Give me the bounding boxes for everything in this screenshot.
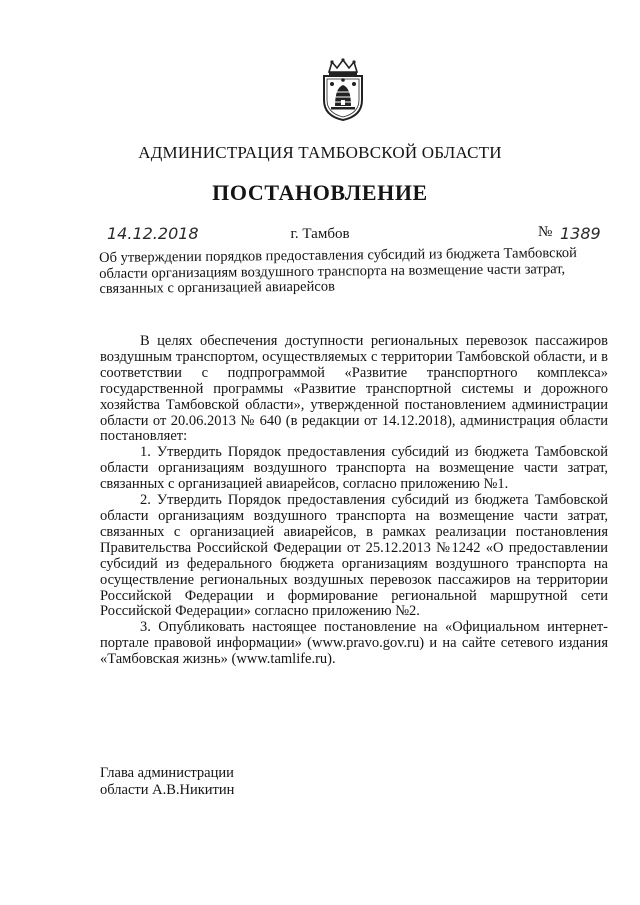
document-body bbox=[100, 334, 608, 668]
organization-title: АДМИНИСТРАЦИЯ ТАМБОВСКОЙ ОБЛАСТИ bbox=[138, 143, 502, 162]
body-intro-paragraph: В целях обеспечения доступности региональных перевозок пассажиров воздушным транспортом, осуществляемых с территории Тамбовской области, и в соответствии с подпрограммой «Развитие транспортного комплекса» государственной программы «Развитие транспортной системы и дорожного хозяйства Тамбовской области», утвержденной постановлением администрации области от 20.06.2013 № 640 (в редакции от 14.12.2018), администрация области постановляет: bbox=[100, 333, 608, 445]
signature-block bbox=[100, 765, 234, 799]
document-date: 14.12.2018 bbox=[107, 224, 199, 243]
body-item-2: 2. Утвердить Порядок предоставления субсидий из бюджета Тамбовской области организациям воздушного транспорта на возмещение части затрат, связанных с организацией авиарейсов, в рамках реализации постановления Правительства Российской Федерации от 25.12.2013 №1242 «О предоставлении субсидий из федерального бюджета организациям воздушного транспорта на осуществление региональных воздушных перевозок пассажиров на территории Российской Федерации и формирование региональной маршрутной сети Российской Федерации» согласно приложению №2. bbox=[100, 492, 608, 620]
signature-position: Глава администрации bbox=[100, 765, 234, 781]
body-item-3: 3. Опубликовать настоящее постановление на «Официальном интернет-портале правовой информации» (www.pravo.gov.ru) и на сайте сетевого издания «Тамбовская жизнь» (www.tamlife.ru). bbox=[100, 619, 608, 668]
document-number-label: № bbox=[538, 224, 553, 240]
document-subject: Об утверждении порядков предоставления субсидий из бюджета Тамбовской области организациям воздушного транспорта на возмещение части затрат, связанных с организацией авиарейсов bbox=[98, 244, 577, 297]
tambov-coat-of-arms-icon bbox=[318, 58, 368, 122]
document-number: 1389 bbox=[560, 224, 601, 243]
document-type-title: ПОСТАНОВЛЕНИЕ bbox=[212, 180, 428, 205]
body-item-1: 1. Утвердить Порядок предоставления субсидий из бюджета Тамбовской области организациям воздушного транспорта на возмещение части затрат, связанных с организацией авиарейсов, согласно приложению №1. bbox=[100, 444, 608, 493]
document-city: г. Тамбов bbox=[290, 226, 350, 242]
signature-name: области А.В.Никитин bbox=[100, 782, 235, 798]
